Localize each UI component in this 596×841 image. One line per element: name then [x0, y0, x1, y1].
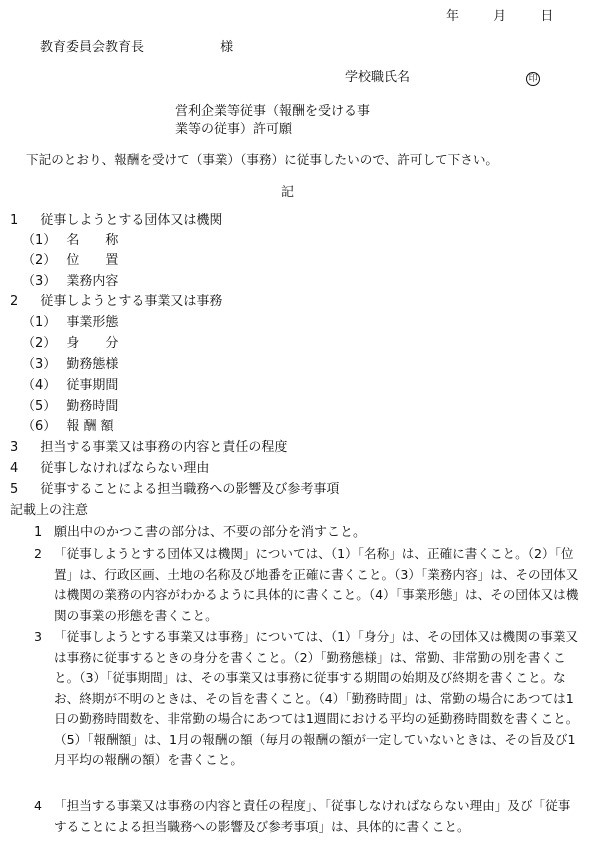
sub-label: 勤務態様 [66, 357, 119, 372]
sub-label: 報 酬 額 [66, 419, 114, 434]
date-line [446, 8, 553, 26]
section-2-sub-6 [22, 418, 114, 436]
section-1-sub-1 [22, 232, 118, 250]
date-year: 年 [446, 9, 460, 24]
applicant-line [345, 69, 540, 87]
sub-label: 身 分 [66, 336, 119, 351]
addressee-honorific: 様 [220, 40, 234, 55]
note-text: 願出中のかつこ書の部分は、不要の部分を消すこと。 [54, 525, 367, 540]
sub-number: （3） [22, 274, 57, 289]
section-1-sub-2 [22, 252, 118, 270]
note-text: 「従事しようとする団体又は機関」については、（1）「名称」は、正確に書くこと。（2）「位置」は、行政区画、土地の名称及び地番を正確に書くこと。（3）「業務内容」は、その団体又は機関の業務の内容がわかるように具体的に書くこと。（4）「事業形態」は、その団体又は機関の事業の形態を書くこと。 [54, 546, 579, 623]
section-number: 1 [10, 213, 19, 228]
applicant-label: 学校職氏名 [345, 70, 411, 85]
sub-label: 勤務時間 [66, 399, 119, 414]
section-label: 従事しようとする事業又は事務 [40, 294, 223, 309]
note-number: 4 [34, 798, 43, 813]
intro-text: 下記のとおり、報酬を受けて（事業）（事務）に従事したいので、許可して下さい。 [26, 152, 499, 167]
section-number: 3 [10, 440, 19, 455]
note-1 [34, 523, 574, 544]
section-3 [10, 439, 287, 457]
section-number: 2 [10, 294, 19, 309]
section-number: 4 [10, 461, 19, 476]
section-label: 従事しなければならない理由 [40, 461, 210, 476]
title-line-2: 業等の従事）許可願 [175, 122, 293, 137]
note-text: 「従事しようとする事業又は事務」については、（1）「身分」は、その団体又は機関の事業又は事務に従事するときの身分を書くこと。（2）「勤務態様」は、常勤、非常勤の別を書くこと。（3）「従事期間」は、その事業又は事務に従事する期間の始期及び終期を書くこと。なお、終期が不明のときは、その旨を書くこと。（4）「勤務時間」は、常勤の場合にあつては1日の勤務時間数を、非常勤の場合にあつては1週間における平均の延勤務時間数を書くこと。（5）「報酬額」は、1月の報酬の額（毎月の報酬の額が一定していないときは、その旨及び1月平均の報酬の額）を書くこと。 [54, 629, 579, 767]
section-label: 担当する事業又は事務の内容と責任の程度 [40, 440, 288, 455]
section-2-sub-2 [22, 335, 118, 353]
note-number: 2 [34, 546, 43, 561]
addressee [40, 39, 233, 57]
sub-label: 業務内容 [66, 274, 119, 289]
section-4 [10, 460, 209, 478]
sub-number: （6） [22, 419, 57, 434]
section-2-sub-5 [22, 398, 118, 416]
sub-number: （1） [22, 315, 57, 330]
note-3 [34, 627, 582, 771]
section-number: 5 [10, 482, 19, 497]
note-text: 「担当する事業又は事務の内容と責任の程度」、「従事しなければならない理由」及び「従事することによる担当職務への影響及び参考事項」は、具体的に書くこと。 [54, 798, 571, 834]
sub-number: （3） [22, 357, 57, 372]
section-2 [10, 293, 222, 311]
sub-label: 名 称 [66, 233, 119, 248]
sub-number: （5） [22, 399, 57, 414]
sub-label: 位 置 [66, 253, 119, 268]
sub-number: （2） [22, 253, 57, 268]
note-2 [34, 544, 582, 626]
date-month: 月 [493, 9, 507, 24]
note-number: 3 [34, 629, 43, 644]
addressee-name: 教育委員会教育長 [40, 40, 145, 55]
section-2-sub-3 [22, 356, 118, 374]
notes-heading: 記載上の注意 [10, 503, 89, 518]
sub-label: 従事期間 [66, 378, 119, 393]
date-day: 日 [540, 9, 554, 24]
sub-number: （1） [22, 233, 57, 248]
document-title [175, 103, 370, 139]
title-line-1: 営利企業等従事（報酬を受ける事 [175, 104, 371, 119]
sub-label: 事業形態 [66, 315, 119, 330]
section-2-sub-4 [22, 377, 118, 395]
note-4 [34, 796, 582, 837]
section-2-sub-1 [22, 314, 118, 332]
sub-number: （4） [22, 378, 57, 393]
section-label: 従事しようとする団体又は機関 [40, 213, 223, 228]
section-label: 従事することによる担当職務への影響及び参考事項 [40, 482, 340, 497]
ki-heading: 記 [281, 185, 295, 200]
seal-mark: 印 [526, 72, 540, 86]
section-1-sub-3 [22, 273, 118, 291]
sub-number: （2） [22, 336, 57, 351]
section-5 [10, 481, 339, 499]
section-1 [10, 212, 222, 230]
note-number: 1 [34, 525, 43, 540]
